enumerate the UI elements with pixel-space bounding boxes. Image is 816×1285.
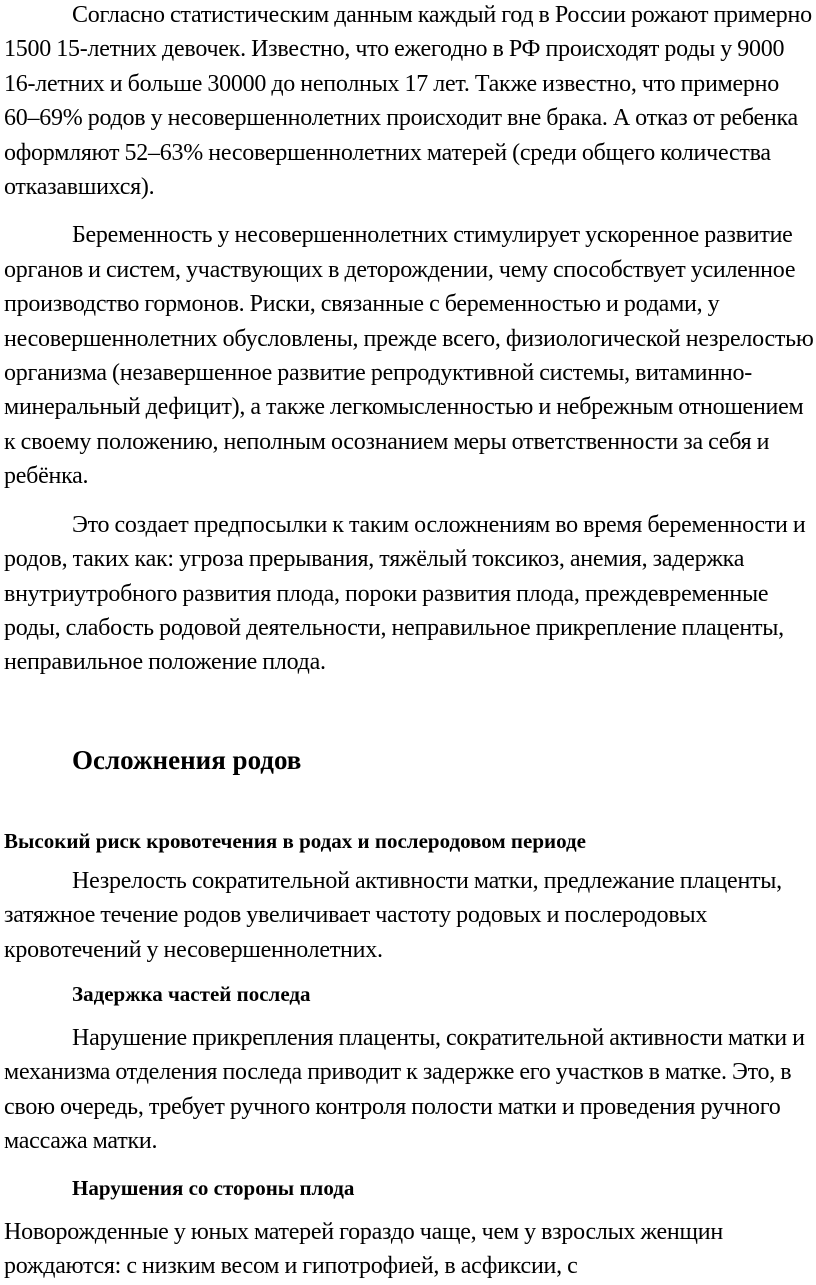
paragraph-fetal-disorders: Новорожденные у юных матерей гораздо чаще, чем у взрослых женщин рождаются: с низким весом и гипотрофией, в асфиксии, с <box>4 1218 723 1279</box>
subheading-fetal-disorders: Нарушения со стороны плода <box>72 1175 355 1200</box>
heading-birth-complications: Осложнения родов <box>72 744 302 775</box>
paragraph-pregnancy-risks: Беременность у несовершеннолетних стимулирует ускоренное развитие органов и систем, участвующих в деторождении, чему способствует усиленное производство гормонов. Риски, связанные с беременностью и родами, у несовершеннолетних обусловлены, прежде всего, физиологической незрелостью организма (незавершенное развитие репродуктивной системы, витаминно-минеральный дефицит), а также легкомысленностью и небрежным отношением к своему положению, неполным осознанием меры ответственности за себя и ребёнка. <box>4 222 814 490</box>
subheading-placenta-retention: Задержка частей последа <box>72 981 311 1006</box>
paragraph-bleeding-risk: Незрелость сократительной активности матки, предлежание плаценты, затяжное течение родов увеличивает частоту родовых и послеродовых кровотечений у несовершеннолетних. <box>4 867 782 963</box>
paragraph-statistics: Согласно статистическим данным каждый год в России рожают примерно 1500 15-летних девочек. Известно, что ежегодно в РФ происходят роды у 9000 16-летних и больше 30000 до неполных 17 лет. Также известно, что примерно 60–69% родов у несовершеннолетних происходит вне брака. А отказ от ребенка оформляют 52–63% несовершеннолетних матерей (среди общего количества отказавшихся). <box>4 2 812 201</box>
paragraph-complications-list: Это создает предпосылки к таким осложнениям во время беременности и родов, таких как: угроза прерывания, тяжёлый токсикоз, анемия, задержка внутриутробного развития плода, пороки развития плода, преждевременные роды, слабость родовой деятельности, неправильное прикрепление плаценты, неправильное положение плода. <box>4 511 806 676</box>
subheading-bleeding-risk: Высокий риск кровотечения в родах и послеродовом периоде <box>4 828 586 853</box>
paragraph-placenta-retention: Нарушение прикрепления плаценты, сократительной активности матки и механизма отделения последа приводит к задержке его участков в матке. Это, в свою очередь, требует ручного контроля полости матки и проведения ручного массажа матки. <box>4 1024 805 1155</box>
